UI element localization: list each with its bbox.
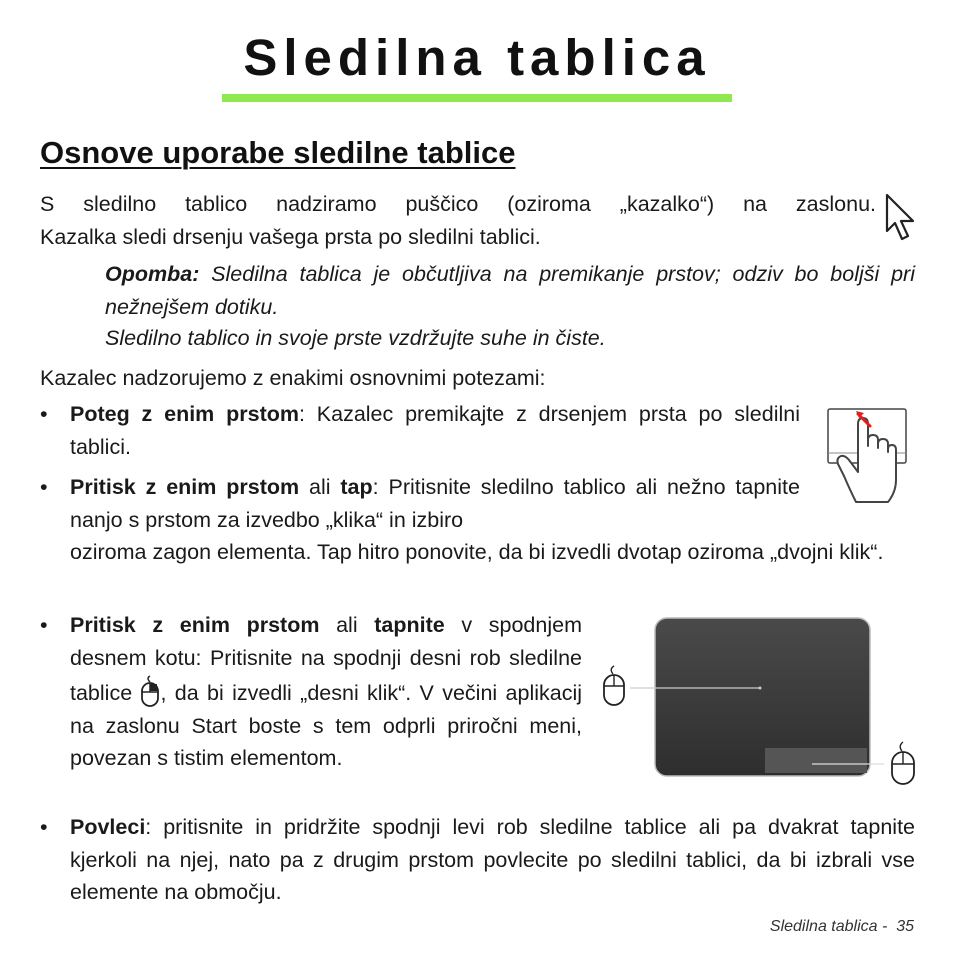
footer-label: Sledilna tablica - (769, 918, 888, 935)
bullet-symbol: • (40, 815, 48, 839)
note-block (105, 258, 915, 323)
bullet-1-bold: Poteg z enim prstom (70, 402, 299, 426)
bullet-2-bold-2: tap (340, 475, 373, 499)
bullet-symbol: • (40, 402, 48, 426)
bullet-1 (70, 398, 800, 463)
page-title: Sledilna tablica (243, 29, 711, 86)
finger-swipe-icon (826, 406, 910, 506)
page-footer (770, 918, 914, 936)
bullet-3-mid: ali (319, 613, 375, 637)
bullet-3-bold: Pritisk z enim prstom (70, 613, 320, 637)
section-heading: Osnove uporabe sledilne tablice (40, 135, 516, 170)
mouse-icon (140, 674, 160, 708)
title-underline-bar (222, 94, 732, 102)
bullet-2-text: : Pritisnite sledilno tablico ali nežno tapnite nanjo s prstom za izvedbo „klika“ in izbiro (70, 475, 800, 532)
bullet-symbol: • (40, 613, 48, 637)
note-text: Sledilna tablica je občutljiva na premikanje prstov; odziv bo boljši pri nežnejšem dotiku. (105, 262, 915, 319)
bullet-2-bold: Pritisk z enim prstom (70, 475, 300, 499)
bullet-symbol: • (40, 475, 48, 499)
touchpad-right-click-zone (765, 748, 867, 773)
bullet-3-bold-2: tapnite (374, 613, 445, 637)
left-mouse-icon (604, 666, 624, 705)
gestures-intro: Kazalec nadzorujemo z enakimi osnovnimi potezami: (40, 366, 546, 390)
intro-line-2: Kazalka sledi drsenju vašega prsta po sledilni tablici. (40, 225, 541, 249)
bullet-2-continued: oziroma zagon elementa. Tap hitro ponovite, da bi izvedli dvotap oziroma „dvojni klik“. (70, 540, 884, 564)
bullet-3 (70, 609, 582, 775)
note-label: Opomba: (105, 262, 200, 286)
bullet-1-text: : Kazalec premikajte z drsenjem prsta po sledilni tablici. (70, 402, 800, 459)
bullet-4-bold: Povleci (70, 815, 146, 839)
bullet-4 (70, 811, 915, 909)
bullet-4-text: : pritisnite in pridržite spodnji levi rob sledilne tablice ali pa dvakrat tapnite kjerkoli na njej, nato pa z drugim prstom povlecite po sledilni tablici, da bi izbrali vse elemente na območju. (70, 815, 915, 904)
bullet-2-mid: ali (299, 475, 341, 499)
page-number: 35 (896, 918, 914, 935)
mouse-pointer-icon (884, 193, 918, 245)
bullet-3-text: v spodnjem desnem kotu: Pritisnite na spodnji desni rob sledilne tablice (70, 613, 582, 705)
note-text-2: Sledilno tablico in svoje prste vzdržujte suhe in čiste. (105, 326, 606, 350)
intro-line-1: S sledilno tablico nadziramo puščico (oziroma „kazalko“) na zaslonu. (40, 192, 876, 216)
bullet-2 (70, 471, 800, 536)
right-mouse-icon (892, 742, 914, 784)
touchpad-diagram (602, 614, 922, 794)
bullet-3-text-2: , da bi izvedli „desni klik“. V večini aplikacij na zaslonu Start boste s tem odprli priročni meni, povezan s tistim elementom. (70, 681, 583, 770)
